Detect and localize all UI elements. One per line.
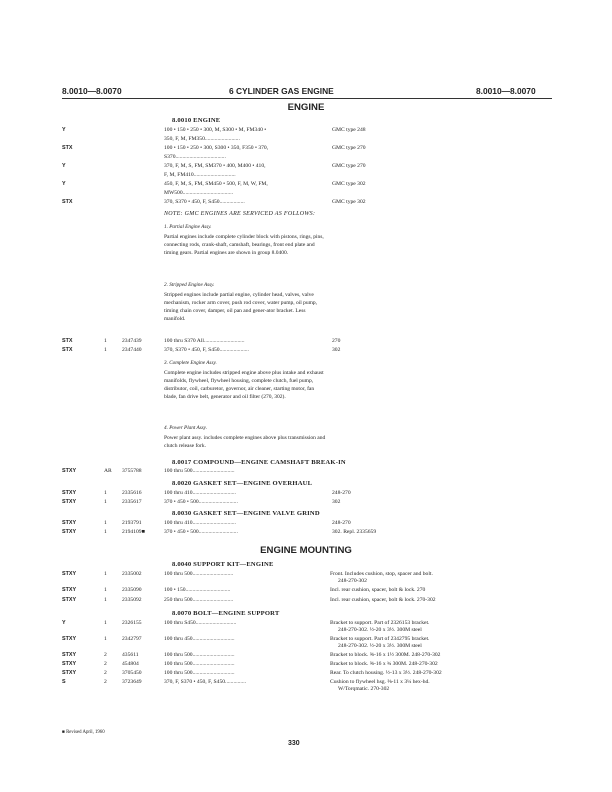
header-right-range: 8.0010—8.0070	[476, 86, 536, 96]
footnote-revised: ■ Revised April, 1960	[62, 730, 105, 735]
part-number: 435611	[122, 652, 139, 658]
parts-row	[0, 586, 612, 595]
remarks: GMC type 302	[332, 199, 366, 205]
quantity: 1	[104, 636, 107, 642]
subsection-8-0017: 8.0017 COMPOUND—ENGINE CAMSHAFT BREAK-IN	[172, 459, 346, 466]
quantity: 1	[104, 571, 107, 577]
parts-row	[0, 596, 612, 605]
description: S370....................................	[164, 154, 226, 160]
remarks: 302	[332, 346, 341, 353]
quantity: 1	[104, 528, 107, 535]
power-title: 4. Power Plant Assy.	[164, 425, 207, 431]
remarks: GMC type 270	[332, 145, 366, 151]
part-number: 2347440	[122, 346, 142, 353]
quantity: 2	[104, 661, 107, 667]
catalog-code: Y	[62, 127, 66, 133]
parts-row	[0, 171, 612, 180]
parts-row	[0, 669, 612, 678]
description: 370, F, M, S, FM, SM370 • 400, M400 • 410,	[164, 163, 266, 169]
parts-row	[0, 153, 612, 162]
catalog-code: STXY	[62, 636, 77, 642]
stripped-title: 2. Stripped Engine Assy.	[164, 282, 215, 288]
part-number: 2193791	[122, 520, 142, 526]
remarks: Front. Includes cushion, stop, spacer and bolt.	[330, 571, 433, 577]
engine-note: NOTE: GMC ENGINES ARE SERVICED AS FOLLOWS:	[164, 211, 316, 217]
catalog-code: Y	[62, 181, 66, 187]
description: 100 thru S450.............................	[164, 620, 237, 626]
catalog-code: STXY	[62, 468, 77, 474]
remarks: 248-270	[332, 490, 351, 496]
description: 370, S370 • 450, F, S450.....................	[164, 346, 249, 353]
parts-row	[0, 660, 612, 669]
description: 100 thru 410...............................	[164, 520, 236, 526]
description: 370, F, S370 • 450, F, S450...............	[164, 679, 247, 685]
complete-title: 3. Complete Engine Assy.	[164, 360, 217, 366]
catalog-code: STX	[62, 145, 73, 151]
remarks: Bracket to support. Part of 2326153 bracket.	[330, 620, 430, 626]
subsection-8-0020: 8.0020 GASKET SET—ENGINE OVERHAUL	[172, 480, 313, 487]
part-number: 454804	[122, 661, 139, 667]
remarks: Incl. rear cushion, spacer, bolt & lock. 270	[330, 587, 426, 593]
page-number: 330	[288, 740, 300, 747]
remarks: Incl. rear cushion, spacer, bolt & lock. 270-302	[330, 597, 436, 603]
remarks: 248-270	[332, 520, 351, 526]
part-number: 3723649	[122, 679, 142, 685]
remarks-continued: 248-270-302. ½-20 x 3½. 300M steel	[338, 627, 422, 633]
description: MW500....................................	[164, 190, 233, 196]
remarks-continued: 248-270-302	[338, 578, 367, 584]
subsection-8-0010: 8.0010 ENGINE	[172, 117, 221, 124]
stripped-text: Stripped engines include partial engine, cylinder head, valves, valve mechanism, rocker arm cover, push rod cover, water pump, oil pump, timing chain cover, damper, oil pan and gener-ator bracket. Less manifold.	[164, 292, 318, 322]
catalog-code: STXY	[62, 520, 77, 526]
catalog-code: STX	[62, 338, 73, 344]
description: 100 • 150 • 250 • 300, S300 • 350, F350 • 370,	[164, 145, 269, 151]
description: 450, F, M, S, FM, SM450 • 500, F, M, W, FM,	[164, 181, 268, 187]
description: 350, F, M, FM350.........................	[164, 136, 240, 142]
description: 100 thru 450..............................	[164, 636, 235, 642]
parts-row	[0, 126, 612, 135]
remarks: Bracket to block. ⅝-16 x 1½ 300M. 248-270-302	[330, 652, 441, 658]
part-number: 2347439	[122, 338, 142, 344]
part-number: 2335090	[122, 587, 142, 593]
description: F, M, FM410..............................	[164, 172, 236, 178]
parts-row	[0, 144, 612, 153]
remarks-continued: 248-270-302. ½-20 x 3½. 300M steel	[338, 643, 422, 649]
part-number: 2326155	[122, 620, 142, 626]
quantity: 1	[104, 587, 107, 593]
catalog-code: Y	[62, 163, 66, 169]
part-number: 3755788	[122, 468, 142, 474]
parts-row	[0, 162, 612, 171]
part-number: 2335092	[122, 597, 142, 603]
quantity: 1	[104, 346, 107, 353]
parts-row	[0, 135, 612, 144]
partial-title: 1. Partial Engine Assy.	[164, 224, 212, 230]
parts-row	[0, 570, 612, 584]
description: 100 • 150................................	[164, 587, 231, 593]
quantity: 1	[104, 597, 107, 603]
catalog-code: Y	[62, 620, 66, 626]
parts-row	[0, 180, 612, 189]
catalog-code: S	[62, 679, 66, 685]
description: 100 thru 500..............................	[164, 670, 235, 676]
partial-text: Partial engines include complete cylinder block with pistons, rings, pins, connecting rods, crank-shaft, camshaft, bearings, front end plate and timing gears. Partial engines are shown in group 8.0400.	[164, 234, 324, 256]
catalog-code: STXY	[62, 652, 77, 658]
description: 100 thru 500..............................	[164, 661, 235, 667]
catalog-code: STXY	[62, 490, 77, 496]
description: 370 • 450 • 500............................	[164, 498, 238, 505]
part-number: 3705450	[122, 670, 142, 676]
catalog-code: STX	[62, 199, 73, 205]
parts-row	[0, 198, 612, 207]
subsection-8-0030: 8.0030 GASKET SET—ENGINE VALVE GRIND	[172, 510, 320, 517]
part-number: 2335002	[122, 571, 142, 577]
quantity: 1	[104, 520, 107, 526]
description: 100 thru 500..............................	[164, 652, 235, 658]
description: 100 thru 500.............................	[164, 571, 234, 577]
catalog-code: STX	[62, 346, 73, 353]
remarks: GMC type 248	[332, 127, 366, 133]
part-number: 2335617	[122, 498, 142, 505]
section-title-engine-mounting: ENGINE MOUNTING	[260, 545, 352, 556]
quantity: 1	[104, 498, 107, 505]
part-number: 2194109■	[122, 528, 145, 535]
part-number: 2342797	[122, 636, 142, 642]
header-rule	[62, 98, 552, 99]
description: 370 • 450 • 500............................	[164, 528, 238, 535]
catalog-code: STXY	[62, 597, 77, 603]
remarks: Rear. To clutch housing. ½-13 x 3½. 248-270-302	[330, 670, 442, 676]
catalog-code: STXY	[62, 498, 77, 505]
parts-row	[0, 678, 612, 692]
description: 100 thru 410...............................	[164, 490, 236, 496]
remarks: 302. Repl. 2335659	[332, 528, 377, 535]
remarks: Cushion to flywheel hsg. ⅝-11 x 3¼ hex-hd.	[330, 679, 430, 685]
complete-text: Complete engine includes stripped engine above plus intake and exhaust manifolds, flywheel, flywheel housing, complete clutch, fuel pump, distributor, coil, carburetor, governor, air cleaner, starting motor, fan blade, fan drive belt, generator and oil filter (270, 302).	[164, 370, 324, 400]
part-number: 2335616	[122, 490, 142, 496]
quantity: 2	[104, 652, 107, 658]
catalog-code: STXY	[62, 587, 77, 593]
quantity: 1	[104, 490, 107, 496]
remarks: GMC type 302	[332, 181, 366, 187]
header-title: 6 CYLINDER GAS ENGINE	[229, 86, 334, 96]
description: 100 thru 500..............................	[164, 468, 235, 474]
parts-row	[0, 467, 612, 476]
header-left-range: 8.0010—8.0070	[62, 86, 122, 96]
remarks: Bracket to block. ⅝-16 x ¾ 300M. 248-270-302	[330, 661, 438, 667]
quantity: 1	[104, 620, 107, 626]
catalog-code: STXY	[62, 661, 77, 667]
catalog-code: STXY	[62, 670, 77, 676]
description: 100 thru S370 All.............................	[164, 338, 245, 344]
quantity: AR	[104, 468, 112, 474]
parts-row	[0, 346, 612, 355]
remarks: 270	[332, 338, 341, 344]
remarks-continued: W/Torqmatic. 270-302	[338, 686, 390, 692]
quantity: 1	[104, 338, 107, 344]
remarks: 302	[332, 498, 341, 505]
quantity: 2	[104, 679, 107, 685]
section-title-engine: ENGINE	[287, 102, 325, 113]
description: 250 thru 500.............................	[164, 597, 234, 603]
catalog-code: STXY	[62, 571, 77, 577]
remarks: GMC type 270	[332, 163, 366, 169]
power-text: Power plant assy. includes complete engines above plus transmission and clutch release fork.	[164, 435, 326, 449]
parts-row	[0, 189, 612, 198]
parts-row	[0, 498, 612, 507]
quantity: 2	[104, 670, 107, 676]
parts-row	[0, 635, 612, 649]
catalog-code: STXY	[62, 528, 77, 535]
parts-row	[0, 528, 612, 537]
description: 100 • 150 • 250 • 300, M, S300 • M, FM340 •	[164, 127, 267, 133]
description: 370, S370 • 450, F, S450..................	[164, 199, 245, 205]
parts-row	[0, 651, 612, 660]
parts-row	[0, 619, 612, 633]
subsection-8-0040: 8.0040 SUPPORT KIT—ENGINE	[172, 561, 274, 568]
subsection-8-0070: 8.0070 BOLT—ENGINE SUPPORT	[172, 610, 280, 617]
remarks: Bracket to support. Part of 2342795 bracket.	[330, 636, 430, 642]
